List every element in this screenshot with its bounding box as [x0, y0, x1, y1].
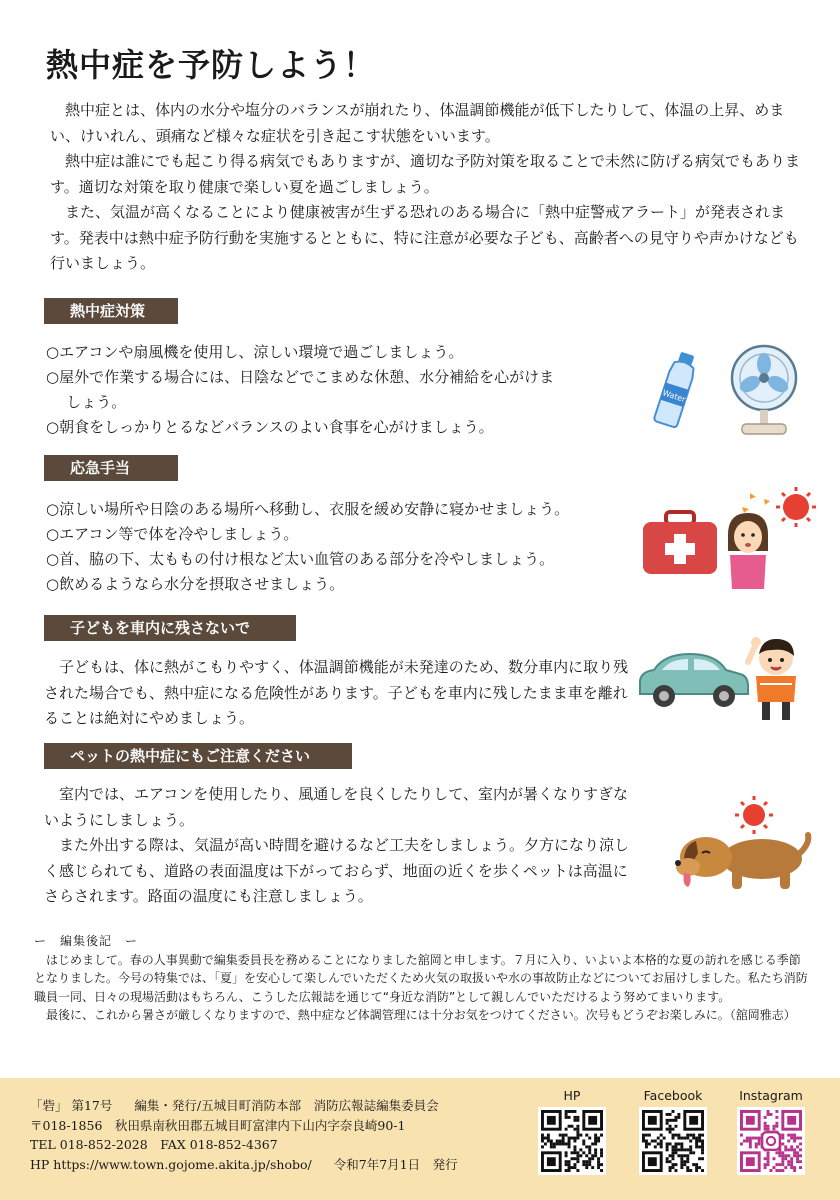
qr-label: Instagram: [739, 1088, 803, 1103]
qr-block-hp[interactable]: [536, 1088, 608, 1179]
waving-child-illustration: [742, 632, 802, 724]
hp-qr-code-icon[interactable]: [538, 1107, 606, 1175]
homepage-url[interactable]: HP https://www.town.gojome.akita.jp/shobo/: [30, 1156, 312, 1172]
hot-dog-illustration: [662, 795, 812, 891]
postscript-paragraph: はじめまして。春の人事異動で編集委員長を務めることになりました舘岡と申します。７月に入り、いよいよ本格的な夏の訪れを感じる季節となりました。今号の特集では、「夏」を安心して楽しんでいただくため火気の取扱いや水の事故防止などについてお届けしました。私たち消防職員一同、日々の現場活動はもちろん、こうした広報誌を通じて“身近な消防”として親しんでいただけるよう努めてまいります。: [34, 952, 808, 1004]
publication-name: 「砦」 第17号: [30, 1098, 113, 1113]
first-aid-kit-illustration: [640, 508, 720, 576]
list-item: ○朝食をしっかりとるなどバランスのよい食事を心がけましょう。: [46, 418, 494, 436]
qr-label: HP: [563, 1088, 581, 1103]
list-item: ○屋外で作業する場合には、日陰などでこまめな休憩、水分補給を心がけま: [46, 368, 555, 386]
intro-paragraph: 熱中症は誰にでも起こり得る病気でもありますが、適切な予防対策を取ることで未然に防げる病気でもあります。適切な対策を取り健康で楽しい夏を過ごしましょう。: [50, 152, 801, 196]
electric-fan-illustration: [718, 342, 810, 438]
instagram-qr-code-icon[interactable]: [737, 1107, 805, 1175]
publisher: 編集・発行/五城目町消防本部 消防広報誌編集委員会: [134, 1098, 439, 1113]
qr-block-instagram[interactable]: [735, 1088, 807, 1179]
editorial-postscript: [34, 932, 810, 1025]
list-item: ○エアコンや扇風機を使用し、涼しい環境で過ごしましょう。: [46, 343, 464, 361]
water-bottle-illustration: [650, 350, 702, 430]
pets-text: [44, 782, 636, 910]
postscript-paragraph: 最後に、これから暑さが厳しくなりますので、熱中症など体調管理には十分お気をつけてください。次号もどうぞお楽しみに。（舘岡雅志）: [46, 1008, 796, 1022]
publisher-info: [30, 1096, 458, 1174]
sun-icon: [776, 487, 816, 527]
intro-paragraph: また、気温が高くなることにより健康被害が生ずる恐れのある場合に「熱中症警戒アラート」が発表されます。発表中は熱中症予防行動を実施するとともに、特に注意が必要な子ども、高齢者への見守りや声かけなども行いましょう。: [50, 203, 799, 272]
pets-paragraph: また外出する際は、気温が高い時間を避けるなど工夫をしましょう。夕方になり涼しく感じられても、道路の表面温度は下がっておらず、地面の近くを歩くペットは高温にさらされます。路面の温度にも注意しましょう。: [44, 836, 630, 905]
list-item: しょう。: [66, 393, 127, 411]
pets-paragraph: 室内では、エアコンを使用したり、風通しを良くしたりして、室内が暑くなりすぎないようにしましょう。: [44, 785, 628, 829]
children-paragraph: 子どもは、体に熱がこもりやすく、体温調節機能が未発達のため、数分車内に取り残された場合でも、熱中症になる危険性があります。子どもを車内に残したまま車を離れることは絶対にやめましょう。: [44, 658, 629, 727]
qr-block-facebook[interactable]: [637, 1088, 709, 1179]
section-heading-first-aid: 応急手当: [44, 455, 178, 481]
list-item: ○飲めるようなら水分を摂取させましょう。: [46, 575, 345, 593]
footer: [0, 1078, 840, 1200]
bottle-label: Water: [661, 388, 687, 405]
list-item: ○涼しい場所や日陰のある場所へ移動し、衣服を緩め安静に寝かせましょう。: [46, 500, 570, 518]
children-text: [44, 655, 629, 732]
intro-paragraph: 熱中症とは、体内の水分や塩分のバランスが崩れたり、体温調節機能が低下したりして、体温の上昇、めまい、けいれん、頭痛など様々な症状を引き起こす状態をいいます。: [50, 101, 785, 145]
section-heading-measures: 熱中症対策: [44, 298, 178, 324]
facebook-qr-code-icon[interactable]: [639, 1107, 707, 1175]
page-title: 熱中症を予防しよう！: [46, 46, 377, 84]
qr-label: Facebook: [643, 1088, 703, 1103]
section-heading-pets: ペットの熱中症にもご注意ください: [44, 743, 352, 769]
list-item: ○エアコン等で体を冷やしましょう。: [46, 525, 299, 543]
phone-fax: TEL 018-852-2028 FAX 018-852-4367: [30, 1137, 278, 1152]
measures-list: [46, 340, 636, 440]
first-aid-list: [46, 497, 646, 597]
section-heading-children: 子どもを車内に残さないで: [44, 615, 296, 641]
intro-text: [50, 98, 802, 277]
car-illustration: [636, 648, 750, 710]
sun-icon: [735, 796, 773, 834]
heatstroke-person-illustration: [720, 485, 820, 589]
issue-date: 令和7年7月1日 発行: [333, 1156, 458, 1172]
list-item: ○首、脇の下、太ももの付け根など太い血管のある部分を冷やしましょう。: [46, 550, 555, 568]
postscript-title: ー 編集後記 ー: [34, 934, 139, 948]
address: 〒018-1856 秋田県南秋田郡五城目町富津内下山内字奈良崎90-1: [30, 1117, 406, 1133]
